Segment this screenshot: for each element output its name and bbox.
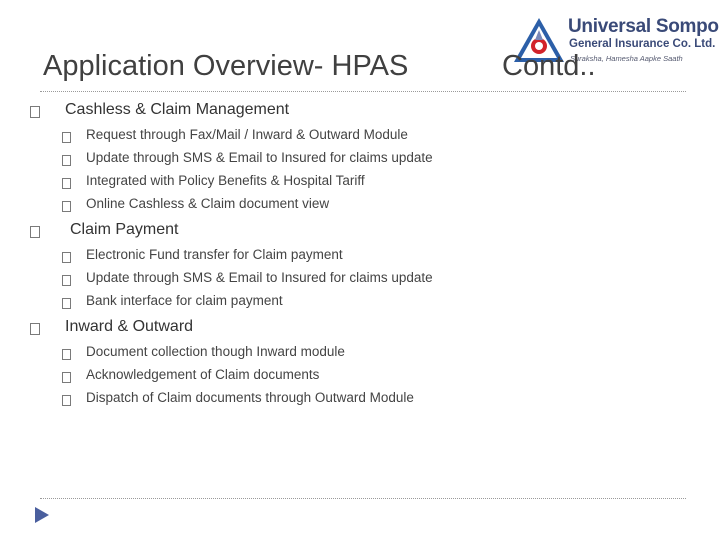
bullet-box-icon: [62, 372, 71, 383]
list-item-text: Acknowledgement of Claim documents: [86, 367, 320, 382]
bullet-box-icon: [30, 106, 40, 118]
bullet-box-icon: [62, 395, 71, 406]
bullet-box-icon: [62, 298, 71, 309]
list-item-text: Update through SMS & Email to Insured for claims update: [86, 150, 433, 165]
list-item-text: Update through SMS & Email to Insured for claims update: [86, 270, 433, 285]
section-label: Cashless & Claim Management: [65, 101, 290, 118]
list-item-text: Integrated with Policy Benefits & Hospital Tariff: [86, 173, 365, 188]
logo-brand-subtitle: General Insurance Co. Ltd.: [569, 38, 716, 50]
logo-tagline: Suraksha, Hamesha Aapke Saath: [570, 54, 683, 63]
bullet-box-icon: [62, 178, 71, 189]
bottom-divider: [40, 498, 686, 499]
page-title: Application Overview- HPAS: [43, 50, 409, 82]
play-triangle-icon[interactable]: [34, 506, 50, 524]
bullet-box-icon: [62, 252, 71, 263]
list-item-text: Online Cashless & Claim document view: [86, 196, 330, 211]
list-item-text: Electronic Fund transfer for Claim payment: [86, 247, 343, 262]
list-item-text: Request through Fax/Mail / Inward & Outward Module: [86, 127, 408, 142]
bullet-box-icon: [62, 155, 71, 166]
bullet-box-icon: [62, 275, 71, 286]
section-label: Claim Payment: [70, 221, 179, 238]
bullet-box-icon: [62, 132, 71, 143]
top-divider: [40, 91, 686, 92]
bullet-box-icon: [30, 226, 40, 238]
section-label: Inward & Outward: [65, 318, 194, 335]
list-item-text: Dispatch of Claim documents through Outward Module: [86, 390, 414, 405]
bullet-box-icon: [62, 349, 71, 360]
bullet-box-icon: [30, 323, 40, 335]
list-item-text: Document collection though Inward module: [86, 344, 345, 359]
logo-brand-name: Universal Sompo: [568, 16, 719, 37]
bullet-box-icon: [62, 201, 71, 212]
continued-label: Contd..: [502, 50, 596, 82]
list-item-text: Bank interface for claim payment: [86, 293, 283, 308]
